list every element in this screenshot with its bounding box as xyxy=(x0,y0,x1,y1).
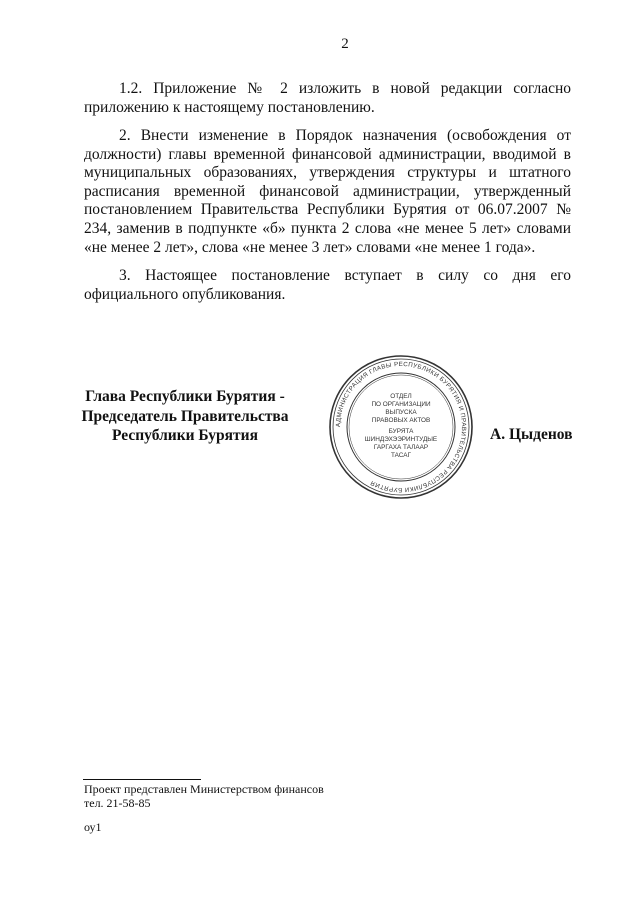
signatory-name: А. Цыденов xyxy=(490,426,573,443)
seal-line-3: ВЫПУСКА xyxy=(385,409,417,416)
signatory-title-line-2: Председатель Правительства xyxy=(81,407,289,425)
footnote xyxy=(84,782,324,810)
seal-line-8: ТАСАГ xyxy=(390,452,412,459)
svg-text:АДМИНИСТРАЦИЯ ГЛАВЫ РЕСПУБЛИКИ xyxy=(335,361,467,493)
seal-line-4: ПРАВОВЫХ АКТОВ xyxy=(371,417,431,424)
paragraph-3: 3. Настоящее постановление вступает в силу со дня его официального опубликования. xyxy=(84,267,571,303)
seal-line-6: ШИНДЭХЭЭРИНТУДЫЕ xyxy=(364,436,438,443)
footnote-line-1: Проект представлен Министерством финансов xyxy=(84,782,324,796)
official-seal-stamp xyxy=(328,354,474,500)
seal-line-1: ОТДЕЛ xyxy=(390,393,412,400)
footnote-line-2: тел. 21-58-85 xyxy=(84,796,151,810)
paragraph-2: 2. Внести изменение в Порядок назначения (освобождения от должности) главы временной финансовой администрации, вводимой в муниципальных образованиях, утверждения структуры и штатного расписания временной финансовой администрации, утвержденный постановлением Правительства Республики Бурятия от 06.07.2007 № 234, заменив в подпункте «б» пункта 2 слова «не менее 5 лет» словами «не менее 2 лет», слова «не менее 3 лет» словами «не менее 1 года». xyxy=(84,127,571,256)
document-code: оу1 xyxy=(84,820,102,834)
seal-line-5: БУРЯТА xyxy=(388,428,414,435)
footnote-divider xyxy=(83,779,201,780)
signatory-title xyxy=(80,387,290,446)
seal-line-2: ПО ОРГАНИЗАЦИИ xyxy=(371,401,431,408)
signatory-title-line-3: Республики Бурятия xyxy=(112,427,258,444)
page-number: 2 xyxy=(341,36,349,52)
seal-line-7: ГАРГАХА ТАЛААР xyxy=(373,444,429,451)
paragraph-1-2: 1.2. Приложение № 2 изложить в новой редакции согласно приложению к настоящему постановлению. xyxy=(84,80,571,116)
signatory-title-line-1: Глава Республики Бурятия - xyxy=(85,388,285,405)
seal-outer-text: АДМИНИСТРАЦИЯ ГЛАВЫ РЕСПУБЛИКИ БУРЯТИЯ И ПРАВИТЕЛЬСТВА РЕСПУБЛИКИ БУРЯТИЯ xyxy=(334,360,468,494)
